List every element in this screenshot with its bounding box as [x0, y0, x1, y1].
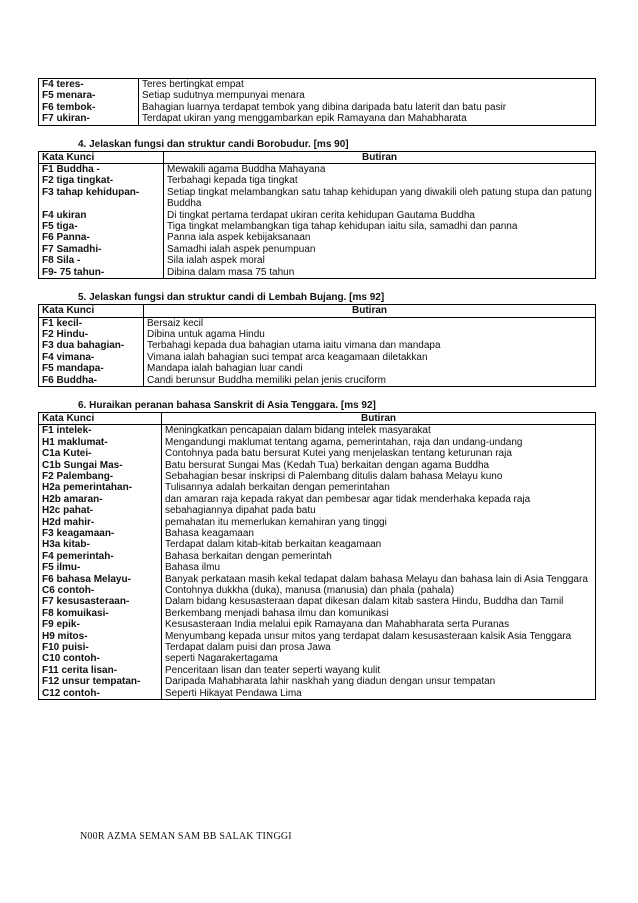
kata-kunci-cell: F6 Buddha- [39, 375, 144, 387]
kata-kunci-cell: F2 tiga tingkat- [39, 175, 164, 186]
kata-kunci-cell: H2b amaran- [39, 494, 162, 505]
butiran-cell: Seperti Hikayat Pendawa Lima [162, 688, 596, 700]
butiran-cell: Setiap tingkat melambangkan satu tahap kehidupan yang diwakili oleh patung stupa dan patung Buddha [164, 187, 596, 210]
butiran-cell: Penceritaan lisan dan teater seperti wayang kulit [162, 665, 596, 676]
table-row [39, 79, 596, 91]
kata-kunci-cell: C1a Kutei- [39, 448, 162, 459]
butiran-cell: Contohnya pada batu bersurat Kutei yang menjelaskan tentang keturunan raja [162, 448, 596, 459]
table-row [39, 482, 596, 493]
butiran-cell: Bersaiz kecil [144, 317, 596, 329]
butiran-cell: Sebahagian besar inskripsi di Palembang ditulis dalam bahasa Melayu kuno [162, 471, 596, 482]
table-row [39, 329, 596, 340]
kata-kunci-cell: F4 ukiran [39, 210, 164, 221]
table-row [39, 352, 596, 363]
col-header-butiran: Butiran [162, 412, 596, 424]
table-row [39, 164, 596, 176]
kata-kunci-cell: C1b Sungai Mas- [39, 460, 162, 471]
table-row [39, 340, 596, 351]
table-row [39, 460, 596, 471]
table-row [39, 517, 596, 528]
kata-kunci-cell: F7 kesusasteraan- [39, 596, 162, 607]
kata-kunci-cell: H1 maklumat- [39, 437, 162, 448]
table-row [39, 255, 596, 266]
butiran-cell: Bahasa ilmu [162, 562, 596, 573]
kata-kunci-cell: H2d mahir- [39, 517, 162, 528]
table-row [39, 317, 596, 329]
butiran-cell: Vimana ialah bahagian suci tempat arca keagamaan diletakkan [144, 352, 596, 363]
butiran-cell: Candi berunsur Buddha memiliki pelan jenis cruciform [144, 375, 596, 387]
kata-kunci-cell: F2 Hindu- [39, 329, 144, 340]
kata-kunci-cell: F11 cerita lisan- [39, 665, 162, 676]
butiran-cell: seperti Nagarakertagama [162, 653, 596, 664]
butiran-cell: Tiga tingkat melambangkan tiga tahap kehidupan iaitu sila, samadhi dan panna [164, 221, 596, 232]
butiran-cell: Menyumbang kepada unsur mitos yang terdapat dalam kesusasteraan kalsik Asia Tenggara [162, 631, 596, 642]
col-header-kata-kunci: Kata Kunci [39, 305, 144, 317]
butiran-cell: Terdapat ukiran yang menggambarkan epik Ramayana dan Mahabharata [139, 113, 596, 125]
table-row [39, 551, 596, 562]
butiran-cell: Terdapat dalam kitab-kitab berkaitan keagamaan [162, 539, 596, 550]
table-row [39, 471, 596, 482]
butiran-cell: Bahasa keagamaan [162, 528, 596, 539]
kata-kunci-cell: F5 mandapa- [39, 363, 144, 374]
table-row [39, 113, 596, 125]
kata-kunci-cell: F9 epik- [39, 619, 162, 630]
butiran-cell: Banyak perkataan masih kekal tedapat dalam bahasa Melayu dan bahasa lain di Asia Tenggara [162, 574, 596, 585]
butiran-cell: Setiap sudutnya mempunyai menara [139, 90, 596, 101]
table-row [39, 187, 596, 210]
kata-kunci-cell: H3a kitab- [39, 539, 162, 550]
butiran-cell: Dibina dalam masa 75 tahun [164, 267, 596, 279]
butiran-cell: Panna iala aspek kebijaksanaan [164, 232, 596, 243]
butiran-cell: Terbahagi kepada dua bahagian utama iaitu vimana dan mandapa [144, 340, 596, 351]
butiran-cell: Teres bertingkat empat [139, 79, 596, 91]
kata-kunci-cell: F10 puisi- [39, 642, 162, 653]
butiran-cell: Contohnya dukkha (duka), manusa (manusia) dan phala (pahala) [162, 585, 596, 596]
butiran-cell: Bahasa berkaitan dengan pemerintah [162, 551, 596, 562]
document-page [38, 0, 596, 700]
butiran-cell: Terbahagi kepada tiga tingkat [164, 175, 596, 186]
kata-kunci-cell: F4 pemerintah- [39, 551, 162, 562]
kata-kunci-cell: F9- 75 tahun- [39, 267, 164, 279]
kata-kunci-cell: F3 dua bahagian- [39, 340, 144, 351]
table-row [39, 539, 596, 550]
col-header-butiran: Butiran [144, 305, 596, 317]
butiran-cell: Kesusasteraan India melalui epik Ramayana dan Mahabharata serta Puranas [162, 619, 596, 630]
table-continuation [38, 78, 596, 126]
table-row [39, 631, 596, 642]
section-6-title: 6. Huraikan peranan bahasa Sanskrit di Asia Tenggara. [ms 92] [78, 399, 376, 411]
table-row [39, 102, 596, 113]
table-row [39, 90, 596, 101]
kata-kunci-cell: F1 Buddha - [39, 164, 164, 176]
butiran-cell: sebahagiannya dipahat pada batu [162, 505, 596, 516]
kata-kunci-cell: F1 intelek- [39, 425, 162, 437]
butiran-cell: dan amaran raja kepada rakyat dan pembesar agar tidak menderhaka kepada raja [162, 494, 596, 505]
butiran-cell: Di tingkat pertama terdapat ukiran cerita kehidupan Gautama Buddha [164, 210, 596, 221]
table-row [39, 363, 596, 374]
table-row [39, 494, 596, 505]
kata-kunci-cell: F6 Panna- [39, 232, 164, 243]
table-row [39, 267, 596, 279]
kata-kunci-cell: F8 Sila - [39, 255, 164, 266]
kata-kunci-cell: F6 bahasa Melayu- [39, 574, 162, 585]
kata-kunci-cell: F4 vimana- [39, 352, 144, 363]
kata-kunci-cell: F5 menara- [39, 90, 139, 101]
butiran-cell: Tulisannya adalah berkaitan dengan pemerintahan [162, 482, 596, 493]
kata-kunci-cell: C6 contoh- [39, 585, 162, 596]
butiran-cell: Berkembang menjadi bahasa ilmu dan komunikasi [162, 608, 596, 619]
table-row [39, 437, 596, 448]
table-row [39, 375, 596, 387]
table-row [39, 528, 596, 539]
table-row [39, 562, 596, 573]
kata-kunci-cell: F6 tembok- [39, 102, 139, 113]
col-header-kata-kunci: Kata Kunci [39, 412, 162, 424]
kata-kunci-cell: F2 Palembang- [39, 471, 162, 482]
col-header-kata-kunci: Kata Kunci [39, 151, 164, 163]
kata-kunci-cell: F8 komuikasi- [39, 608, 162, 619]
table-row [39, 244, 596, 255]
kata-kunci-cell: H9 mitos- [39, 631, 162, 642]
table-sanskrit [38, 412, 596, 700]
butiran-cell: Samadhi ialah aspek penumpuan [164, 244, 596, 255]
table-row [39, 596, 596, 607]
kata-kunci-cell: F4 teres- [39, 79, 139, 91]
kata-kunci-cell: F12 unsur tempatan- [39, 676, 162, 687]
table-row [39, 175, 596, 186]
section-4-title: 4. Jelaskan fungsi dan struktur candi Borobudur. [ms 90] [78, 138, 349, 150]
table-row [39, 505, 596, 516]
butiran-cell: Dibina untuk agama Hindu [144, 329, 596, 340]
table-row [39, 608, 596, 619]
table-row [39, 619, 596, 630]
table-row [39, 425, 596, 437]
butiran-cell: Bahagian luarnya terdapat tembok yang dibina daripada batu laterit dan batu pasir [139, 102, 596, 113]
butiran-cell: Mandapa ialah bahagian luar candi [144, 363, 596, 374]
table-borobudur [38, 151, 596, 279]
butiran-cell: Batu bersurat Sungai Mas (Kedah Tua) berkaitan dengan agama Buddha [162, 460, 596, 471]
kata-kunci-cell: F1 kecil- [39, 317, 144, 329]
table-row [39, 232, 596, 243]
table-row [39, 448, 596, 459]
butiran-cell: Mengandungi maklumat tentang agama, pemerintahan, raja dan undang-undang [162, 437, 596, 448]
kata-kunci-cell: F7 Samadhi- [39, 244, 164, 255]
table-row [39, 210, 596, 221]
butiran-cell: Dalam bidang kesusasteraan dapat dikesan dalam kitab sastera Hindu, Buddha dan Tamil [162, 596, 596, 607]
kata-kunci-cell: F3 tahap kehidupan- [39, 187, 164, 210]
table-row [39, 665, 596, 676]
table-row [39, 585, 596, 596]
kata-kunci-cell: F5 ilmu- [39, 562, 162, 573]
kata-kunci-cell: F3 keagamaan- [39, 528, 162, 539]
butiran-cell: Daripada Mahabharata lahir naskhah yang diadun dengan unsur tempatan [162, 676, 596, 687]
section-5-title: 5. Jelaskan fungsi dan struktur candi di Lembah Bujang. [ms 92] [78, 292, 385, 304]
table-row [39, 676, 596, 687]
table-row [39, 574, 596, 585]
kata-kunci-cell: C12 contoh- [39, 688, 162, 700]
table-row [39, 688, 596, 700]
butiran-cell: pemahatan itu memerlukan kemahiran yang tinggi [162, 517, 596, 528]
butiran-cell: Sila ialah aspek moral [164, 255, 596, 266]
footer-author: N00R AZMA SEMAN SAM BB SALAK TINGGI [80, 831, 292, 842]
kata-kunci-cell: H2c pahat- [39, 505, 162, 516]
kata-kunci-cell: H2a pemerintahan- [39, 482, 162, 493]
kata-kunci-cell: F7 ukiran- [39, 113, 139, 125]
table-row [39, 221, 596, 232]
kata-kunci-cell: F5 tiga- [39, 221, 164, 232]
table-row [39, 653, 596, 664]
kata-kunci-cell: C10 contoh- [39, 653, 162, 664]
butiran-cell: Terdapat dalam puisi dan prosa Jawa [162, 642, 596, 653]
table-lembah-bujang [38, 304, 596, 387]
table-row [39, 642, 596, 653]
butiran-cell: Meningkatkan pencapaian dalam bidang intelek masyarakat [162, 425, 596, 437]
butiran-cell: Mewakili agama Buddha Mahayana [164, 164, 596, 176]
col-header-butiran: Butiran [164, 151, 596, 163]
